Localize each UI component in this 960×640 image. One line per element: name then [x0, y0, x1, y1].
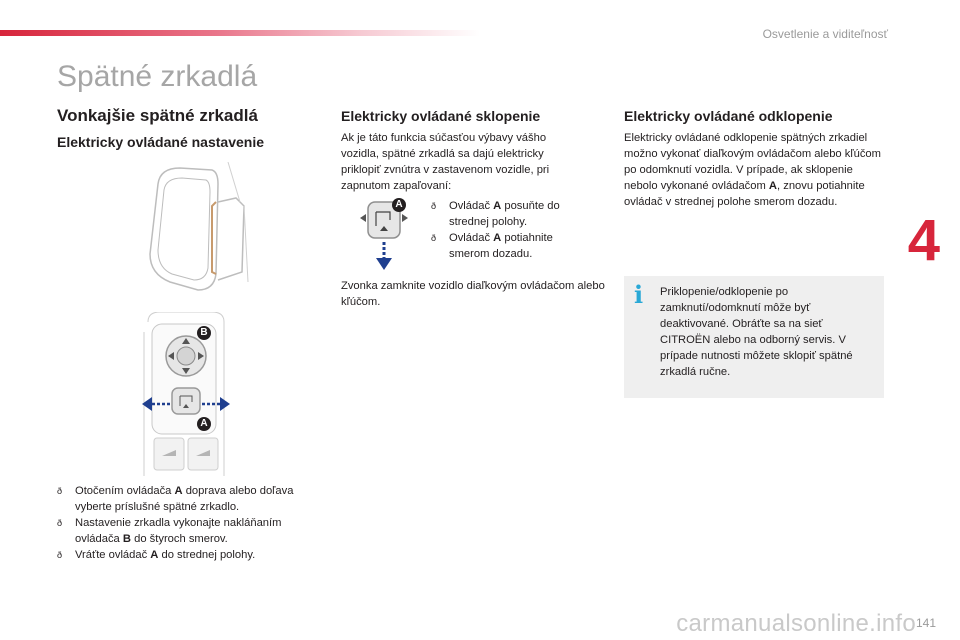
info-box	[624, 276, 884, 398]
info-icon: i	[634, 280, 644, 309]
col3-text: Elektricky ovládané odklopenie spätných zrkadiel možno vykonať diaľkovým ovládačom alebo kľúčom po odomknutí vozidla. V prípade, ak sklopenie nebolo vykonané ovládačom A, znovu potiahnite ovládač v strednej polohe smerom dozadu.	[624, 132, 881, 208]
label-a-badge: A	[197, 417, 211, 431]
watermark: carmanualsonline.info	[676, 610, 916, 637]
page-number: 141	[915, 616, 936, 630]
col1-heading: Vonkajšie spätné zrkadlá	[57, 106, 258, 125]
list-item: ð Otočením ovládača A doprava alebo doľava vyberte príslušné spätné zrkadlo.	[57, 483, 319, 515]
info-text: Priklopenie/odklopenie po zamknutí/odomknutí môže byť deaktivované. Obráťte sa na sieť CITROËN alebo na odborný servis. V prípade nutnosti môžete sklopiť spätné zrkadlá ručne.	[660, 286, 853, 378]
section-title: Osvetlenie a viditeľnosť	[762, 27, 888, 41]
list-item: ð Nastavenie zrkadla vykonajte nakláňaním ovládača B do štyroch smerov.	[57, 515, 319, 547]
page-title: Spätné zrkadlá	[57, 60, 258, 93]
col2-bullet-list	[431, 198, 581, 262]
col1-subheading: Elektricky ovládané nastavenie	[57, 134, 264, 150]
list-item: ð Ovládač A potiahnite smerom dozadu.	[431, 230, 581, 262]
label-a-badge: A	[392, 198, 406, 212]
col2-heading: Elektricky ovládané sklopenie	[341, 108, 541, 124]
chapter-number: 4	[907, 208, 940, 273]
fold-switch-drawing	[354, 198, 414, 272]
list-item: ð Vráťte ovládač A do strednej polohy.	[57, 547, 319, 563]
left-right-arrows	[140, 394, 232, 414]
col1-bullet-list	[57, 483, 319, 563]
col3-heading: Elektricky ovládané odklopenie	[624, 108, 833, 124]
col2-intro: Ak je táto funkcia súčasťou výbavy vášho vozidla, spätné zrkadlá sa dajú elektricky priklopiť zvnútra v zastavenom vozidle, pri zapnutom zapaľovaní:	[341, 132, 550, 192]
side-mirror-drawing	[140, 162, 250, 302]
header-accent-bar	[0, 30, 480, 36]
label-b-badge: B	[197, 326, 211, 340]
list-item: ð Ovládač A posuňte do strednej polohy.	[431, 198, 581, 230]
col2-note: Zvonka zamknite vozidlo diaľkovým ovládačom alebo kľúčom.	[341, 280, 605, 308]
